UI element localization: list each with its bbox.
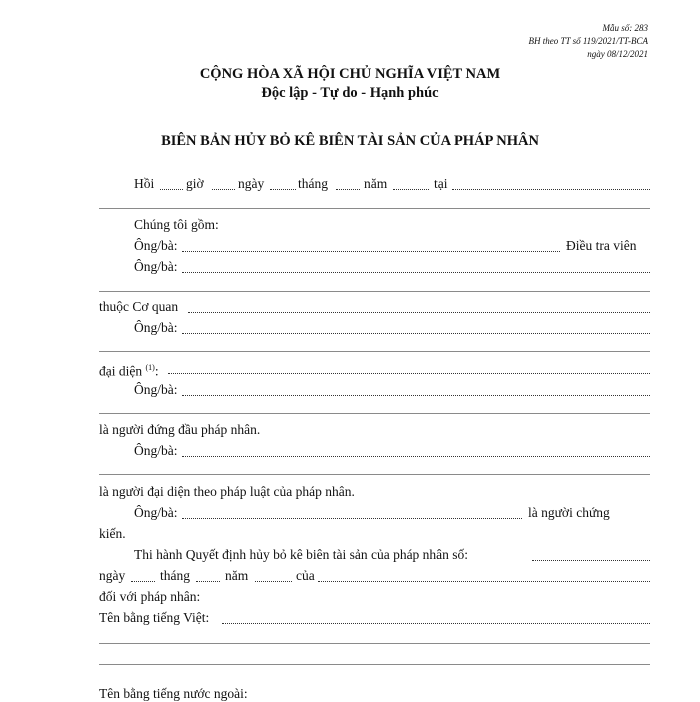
issuing-date: ngày 08/12/2021 (587, 49, 648, 59)
blank-ngay[interactable] (270, 189, 296, 190)
blank-line[interactable] (99, 643, 650, 644)
label-thuoc-co-quan: thuộc Cơ quan (99, 299, 179, 314)
label-kien: kiến. (99, 526, 126, 541)
label-dieu-tra-vien: Điều tra viên (566, 238, 637, 253)
blank-thang[interactable] (336, 189, 360, 190)
label-cua: của (296, 568, 315, 583)
label-ngay: ngày (99, 568, 126, 583)
label-ten-tieng-nuoc-ngoai: Tên bằng tiếng nước ngoài: (99, 686, 248, 701)
issuing-circular: BH theo TT số 119/2021/TT-BCA (528, 36, 648, 46)
blank-ngay[interactable] (131, 581, 155, 582)
label-thang: tháng (160, 568, 190, 583)
blank-ten-dieu-tra-vien[interactable] (182, 251, 560, 252)
blank-line[interactable] (99, 474, 650, 475)
label-dai-dien-phap-luat: là người đại diện theo pháp luật của pháp nhân. (99, 484, 355, 499)
form-number: Mẫu số: 283 (602, 23, 648, 33)
blank-co-quan-ban-hanh[interactable] (318, 581, 650, 582)
blank-ten[interactable] (182, 272, 650, 273)
blank-hoi[interactable] (160, 189, 183, 190)
label-thi-hanh-quyet-dinh: Thi hành Quyết định hủy bỏ kê biên tài sản của pháp nhân số: (134, 547, 469, 562)
blank-ten[interactable] (182, 456, 650, 457)
blank-ten[interactable] (182, 333, 650, 334)
blank-thang[interactable] (196, 581, 220, 582)
label-ngay: ngày (238, 176, 265, 191)
label-ten-tieng-viet: Tên bằng tiếng Việt: (99, 610, 210, 625)
blank-dai-dien[interactable] (168, 373, 650, 374)
label-nam: năm (225, 568, 249, 583)
label-nam: năm (364, 176, 388, 191)
label-dai-dien: đại diện $^{(1)}$: (99, 363, 159, 379)
blank-line[interactable] (99, 208, 650, 209)
label-tai: tại (434, 176, 448, 191)
blank-line[interactable] (99, 413, 650, 414)
label-ong-ba: Ông/bà: (134, 238, 178, 253)
national-motto: Độc lập - Tự do - Hạnh phúc (261, 85, 439, 101)
label-ong-ba: Ông/bà: (134, 259, 178, 274)
blank-gio[interactable] (212, 189, 235, 190)
national-title: CỘNG HÒA XÃ HỘI CHỦ NGHĨA VIỆT NAM (199, 66, 501, 82)
label-ong-ba: Ông/bà: (134, 382, 178, 397)
blank-nam[interactable] (393, 189, 429, 190)
label-ong-ba: Ông/bà: (134, 320, 178, 335)
label-ong-ba: Ông/bà: (134, 505, 178, 520)
blank-ten-nguoi-chung-kien[interactable] (182, 518, 522, 519)
blank-nam[interactable] (255, 581, 292, 582)
label-hoi: Hồi (134, 176, 155, 191)
blank-line[interactable] (99, 291, 650, 292)
blank-ten-tieng-viet[interactable] (222, 623, 650, 624)
blank-line[interactable] (99, 664, 650, 665)
label-ong-ba: Ông/bà: (134, 443, 178, 458)
footnote-mark: (1) (145, 363, 155, 372)
document-title: BIÊN BẢN HỦY BỎ KÊ BIÊN TÀI SẢN CỦA PHÁP NHÂN (161, 133, 539, 149)
label-chung-toi-gom: Chúng tôi gồm: (134, 217, 219, 232)
blank-ten[interactable] (182, 395, 650, 396)
blank-line[interactable] (99, 351, 650, 352)
label-gio: giờ (186, 176, 204, 191)
label-nguoi-chung: là người chứng (528, 505, 610, 520)
label-nguoi-dung-dau: là người đứng đầu pháp nhân. (99, 422, 261, 437)
blank-co-quan[interactable] (188, 312, 650, 313)
label-thang: tháng (298, 176, 328, 191)
blank-so-quyet-dinh[interactable] (532, 560, 650, 561)
blank-dia-diem[interactable] (452, 189, 650, 190)
label-doi-voi-phap-nhan: đối với pháp nhân: (99, 589, 201, 604)
